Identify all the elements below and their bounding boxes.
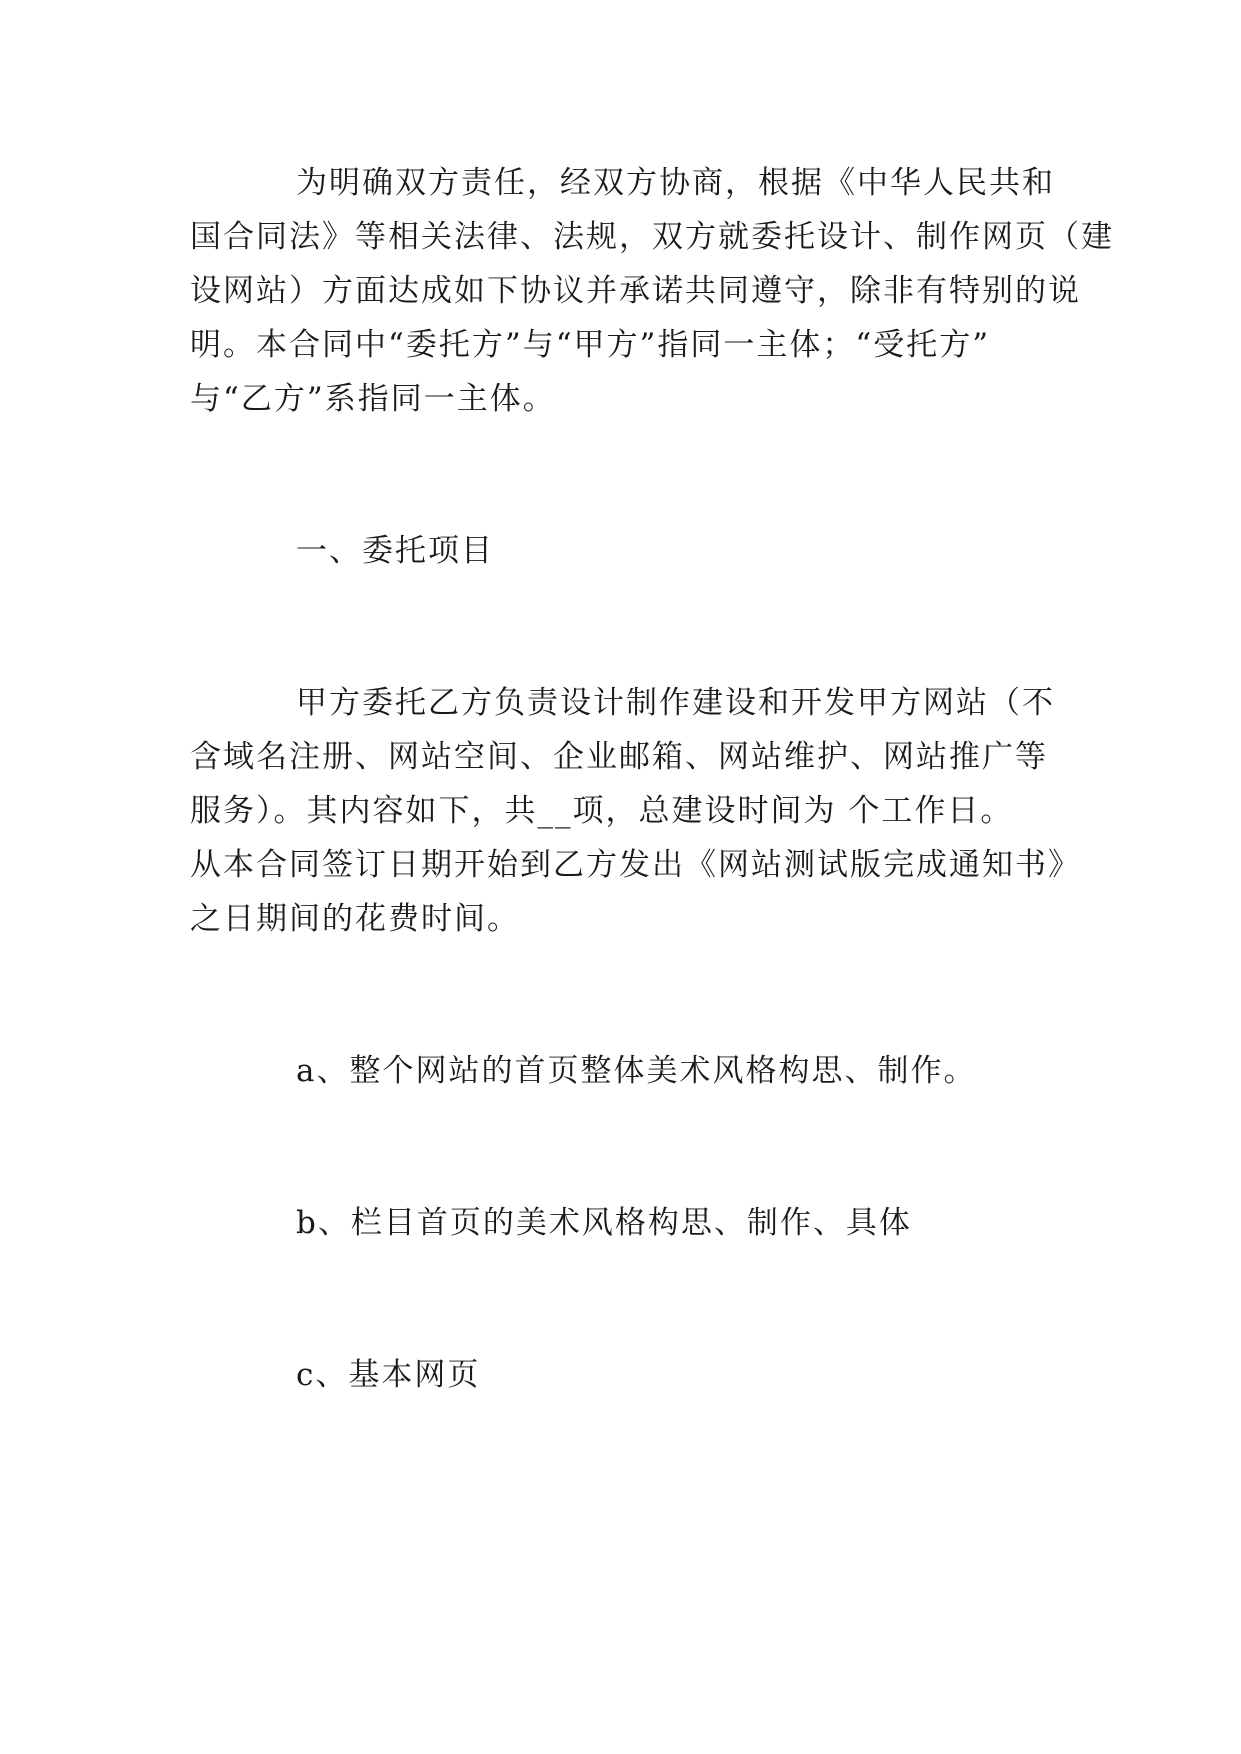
intro-line-5: 与“乙方”系指同一主体。	[190, 381, 556, 417]
section-heading: 一、委托项目	[296, 533, 494, 569]
intro-line-3: 设网站）方面达成如下协议并承诺共同遵守，除非有特别的说	[190, 273, 1081, 309]
intro-line-1: 为明确双方责任，经双方协商，根据《中华人民共和	[296, 165, 1055, 201]
intro-line-2: 国合同法》等相关法律、法规，双方就委托设计、制作网页（建	[190, 219, 1114, 255]
body-line-5: 之日期间的花费时间。	[190, 901, 520, 937]
list-item-a: a、整个网站的首页整体美术风格构思、制作。	[296, 1053, 977, 1089]
intro-line-4: 明。本合同中“委托方”与“甲方”指同一主体；“受托方”	[190, 327, 991, 363]
body-line-4: 从本合同签订日期开始到乙方发出《网站测试版完成通知书》	[190, 847, 1081, 883]
list-item-c: c、基本网页	[296, 1357, 481, 1393]
body-line-3: 服务）。其内容如下，共__项，总建设时间为 个工作日。	[190, 793, 1014, 829]
list-item-b: b、栏目首页的美术风格构思、制作、具体	[296, 1205, 912, 1241]
body-line-1: 甲方委托乙方负责设计制作建设和开发甲方网站（不	[296, 685, 1055, 721]
body-line-2: 含域名注册、网站空间、企业邮箱、网站维护、网站推广等	[190, 739, 1048, 775]
